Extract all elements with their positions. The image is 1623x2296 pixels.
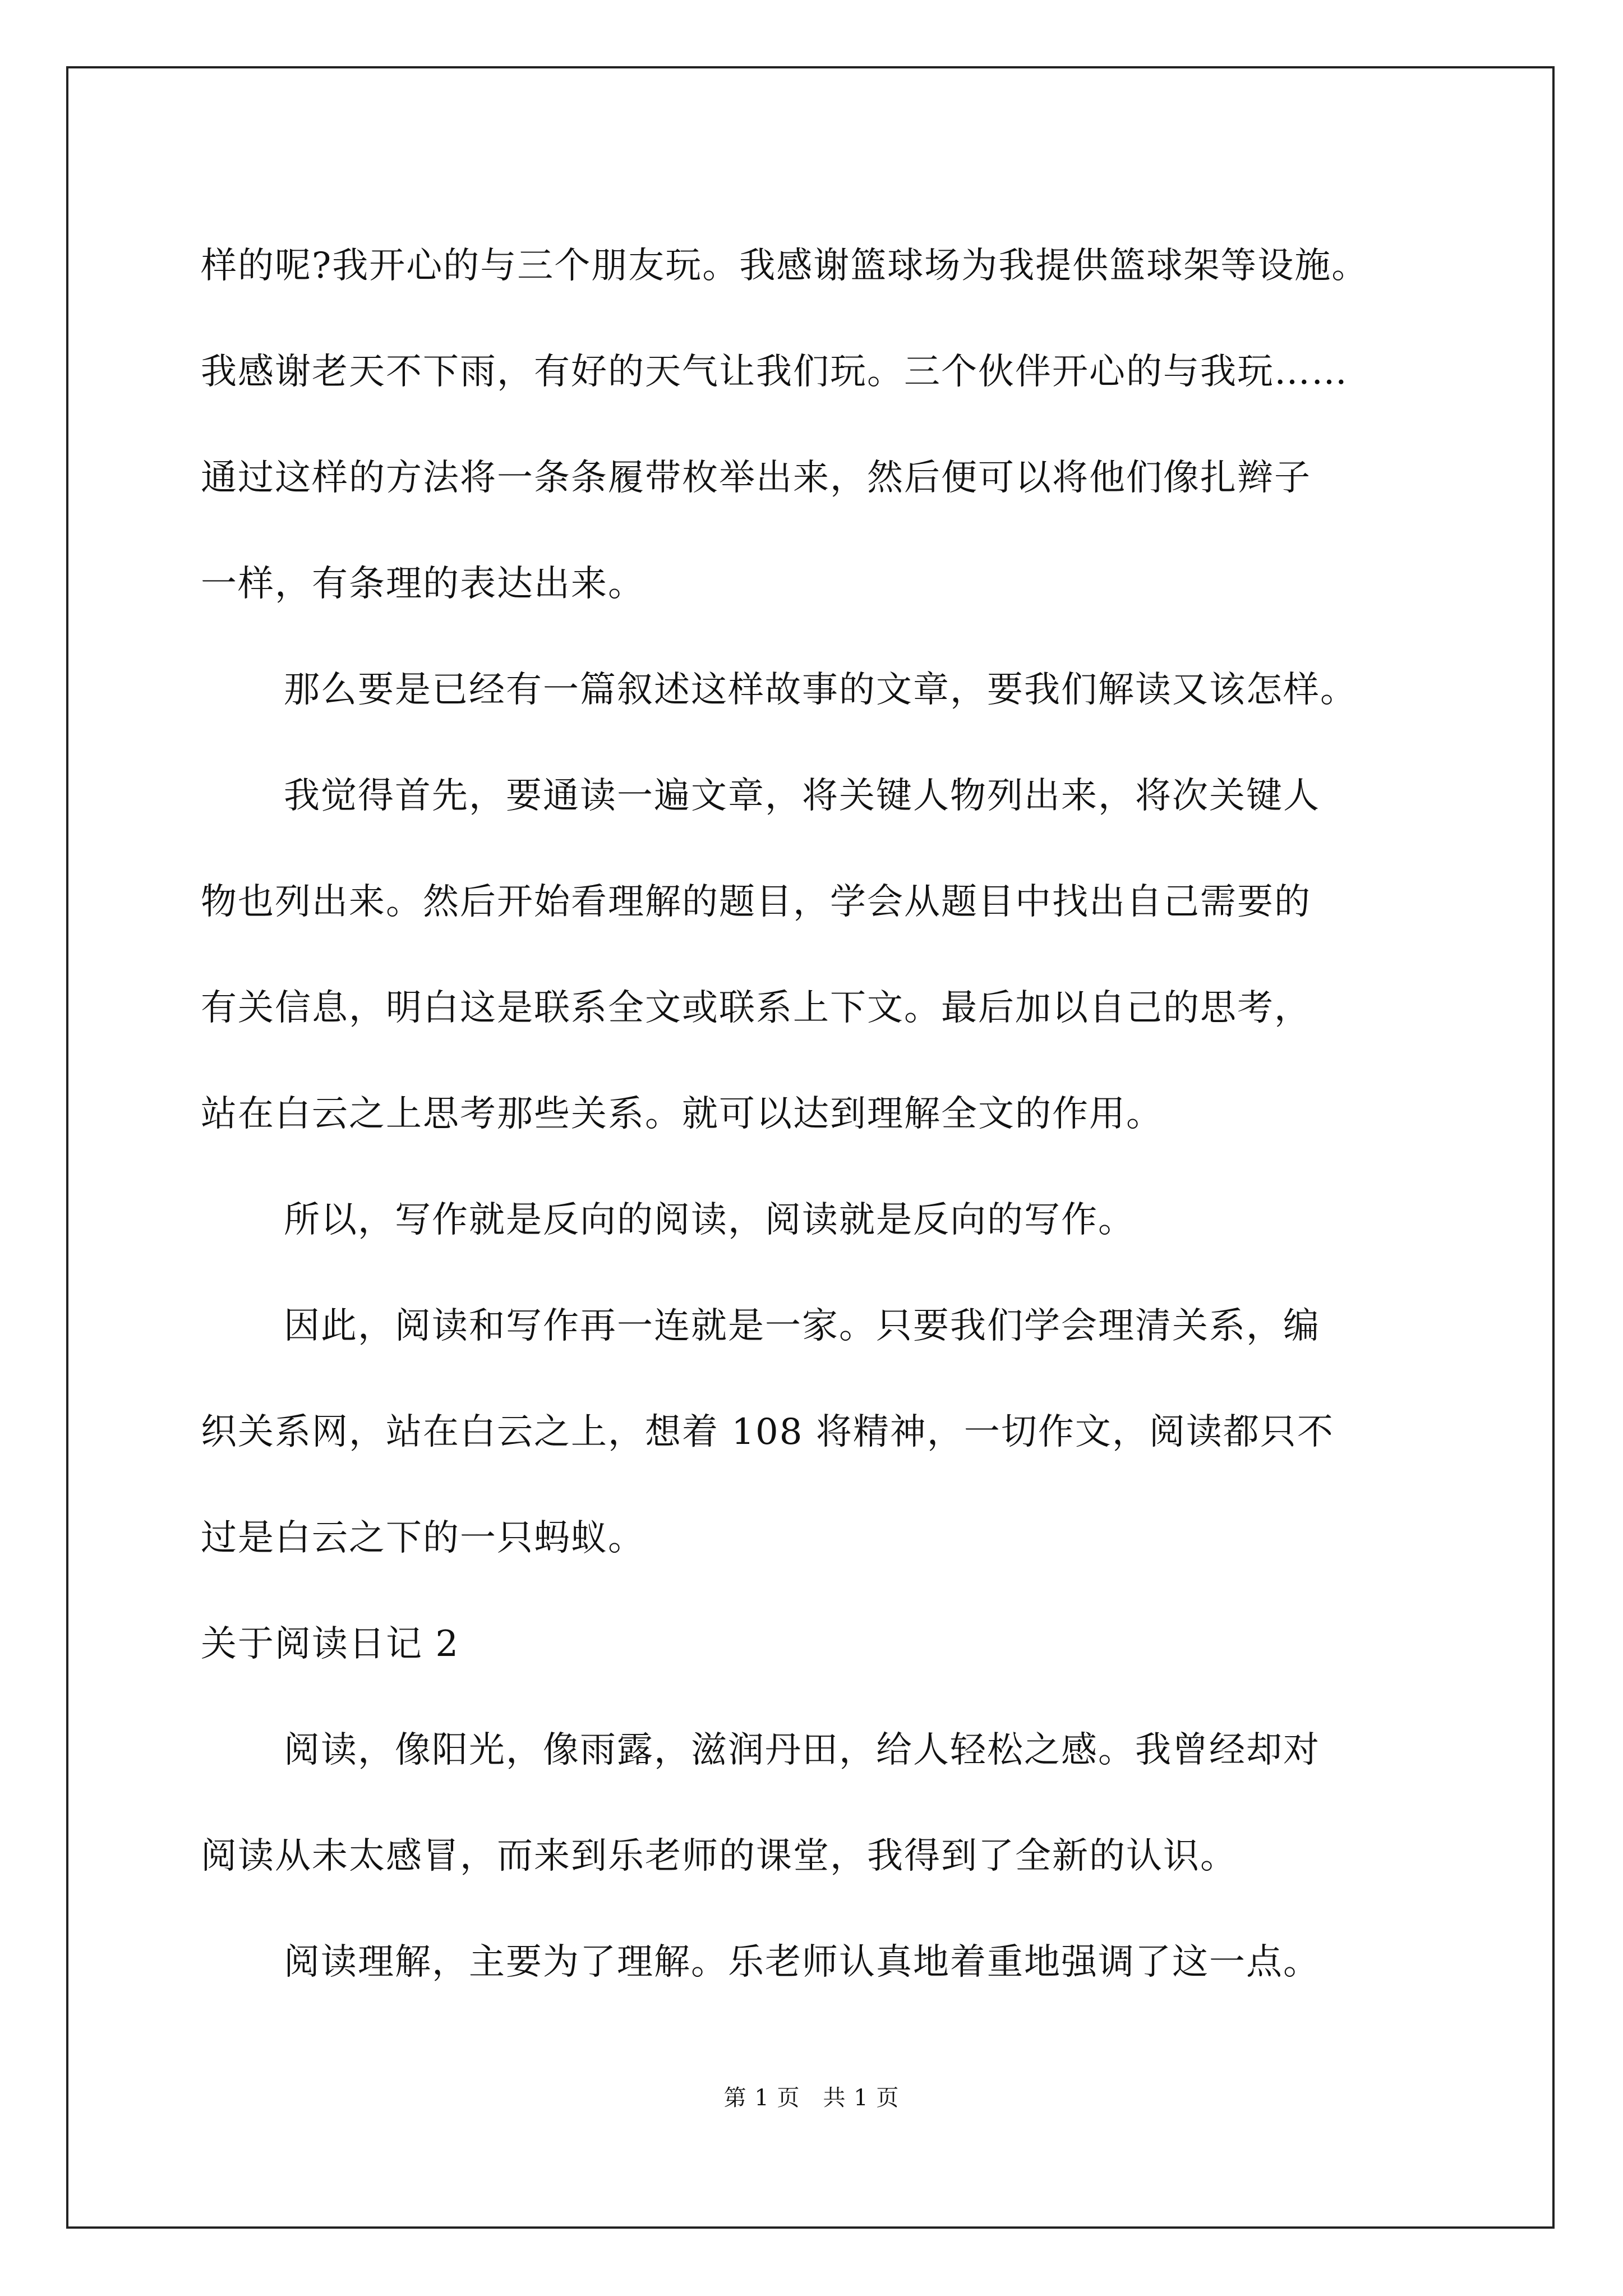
- text-line: 一样，有条理的表达出来。: [201, 563, 645, 605]
- text-line: 那么要是已经有一篇叙述这样故事的文章，要我们解读又该怎样。: [284, 669, 1357, 711]
- text-line: 织关系网，站在白云之上，想着 108 将精神，一切作文，阅读都只不: [201, 1411, 1334, 1453]
- text-line: 阅读，像阳光，像雨露，滋润丹田，给人轻松之感。我曾经却对: [284, 1729, 1320, 1771]
- text-line: 所以，写作就是反向的阅读，阅读就是反向的写作。: [284, 1199, 1135, 1241]
- text-line: 因此，阅读和写作再一连就是一家。只要我们学会理清关系，编: [284, 1305, 1320, 1347]
- text-line: 有关信息，明白这是联系全文或联系上下文。最后加以自己的思考，: [201, 987, 1311, 1029]
- page-number-footer: 第 1 页 共 1 页: [723, 2085, 900, 2111]
- text-line: 通过这样的方法将一条条履带枚举出来，然后便可以将他们像扎辫子: [201, 457, 1311, 499]
- text-line: 样的呢?我开心的与三个朋友玩。我感谢篮球场为我提供篮球架等设施。: [201, 245, 1369, 287]
- text-line: 阅读理解，主要为了理解。乐老师认真地着重地强调了这一点。: [284, 1941, 1320, 1983]
- text-line: 我感谢老天不下雨，有好的天气让我们玩。三个伙伴开心的与我玩……: [201, 351, 1348, 393]
- text-line: 物也列出来。然后开始看理解的题目，学会从题目中找出自己需要的: [201, 881, 1311, 923]
- document-body: [201, 213, 1457, 2016]
- text-line: 站在白云之上思考那些关系。就可以达到理解全文的作用。: [201, 1093, 1163, 1135]
- text-line: 过是白云之下的一只蚂蚁。: [201, 1517, 645, 1559]
- section-heading: 关于阅读日记 2: [201, 1623, 460, 1665]
- text-line: 我觉得首先，要通读一遍文章，将关键人物列出来，将次关键人: [284, 775, 1320, 817]
- text-line: 阅读从未太感冒，而来到乐老师的课堂，我得到了全新的认识。: [201, 1835, 1237, 1877]
